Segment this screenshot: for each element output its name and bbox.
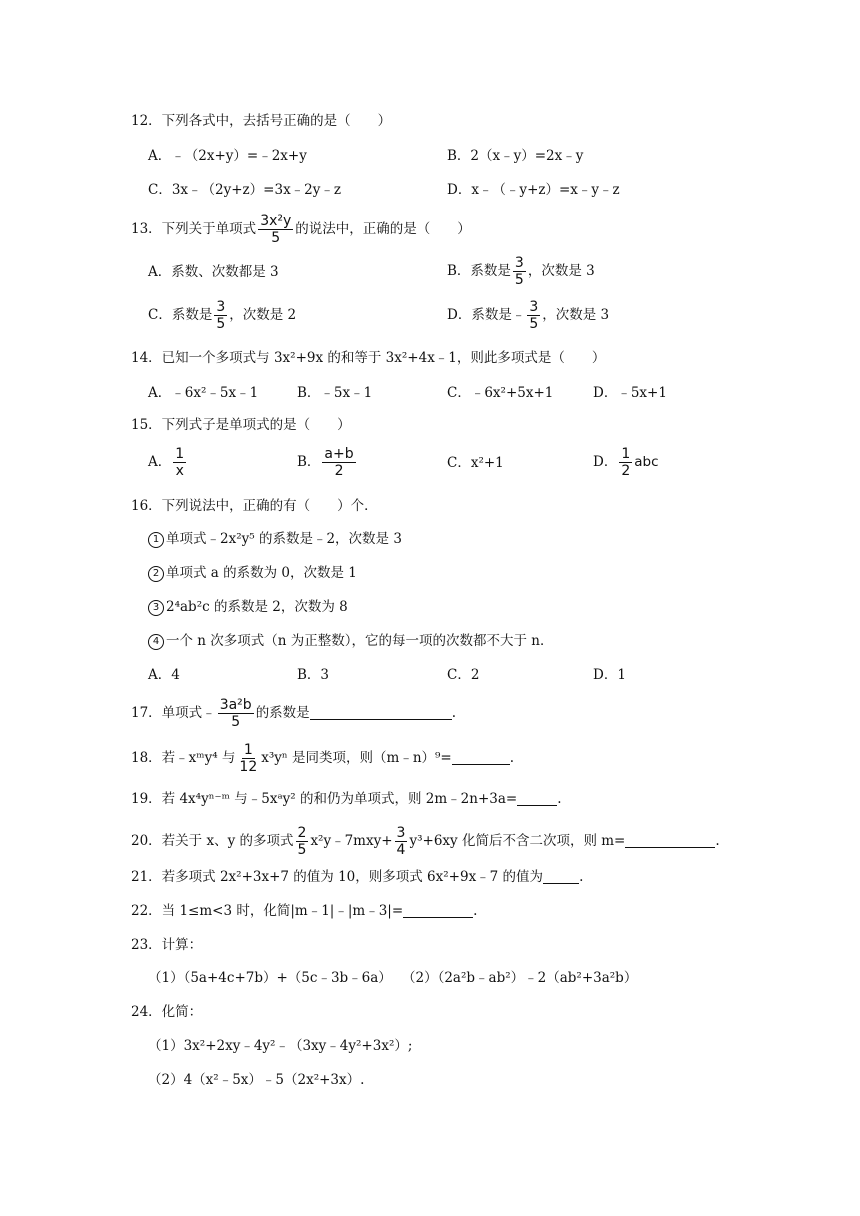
q13-stem-pre: 13．下列关于单项式 [131, 221, 257, 237]
q18-fraction [237, 742, 259, 775]
q13-c-pre: C．系数是 [148, 307, 213, 323]
q16-statement-4-text: 一个 n 次多项式（n 为正整数），它的每一项的次数都不大于 n． [166, 633, 554, 649]
q20-pre: 20．若关于 x、y 的多项式 [131, 833, 294, 849]
q20-mid: x²y﹣7mxy+ [310, 833, 393, 849]
q20-num-1: 2 [297, 825, 307, 841]
q15-d-num: 1 [621, 446, 631, 462]
q16-circle-3: 3 [148, 600, 164, 616]
q18-den: 12 [239, 759, 258, 775]
q22-text: 22．当 1≤m<3 时，化简|m﹣1|﹣|m﹣3|= [131, 903, 404, 919]
q21-text: 21．若多项式 2x²+3x+7 的值为 10，则多项式 6x²+9x﹣7 的值为 [131, 869, 544, 885]
q16-statement-1 [148, 530, 402, 548]
q13-b-pre: B．系数是 [447, 263, 511, 279]
q18-num: 1 [243, 742, 253, 758]
q15-b-label: B． [297, 454, 321, 470]
q13-c-post: ，次数是 2 [229, 307, 297, 323]
q13-d-num: 3 [529, 299, 539, 315]
q21-answer-blank[interactable] [543, 869, 579, 884]
q16-statement-2-text: 单项式 a 的系数为 0，次数是 1 [166, 565, 357, 581]
q13-stem-post: 的说法中，正确的是（ ） [295, 221, 471, 237]
q13-b-fraction [513, 255, 526, 288]
q16-statement-4 [148, 632, 554, 650]
question-24: 24．化简： [131, 1004, 203, 1020]
q19-text: 19．若 4x⁴yⁿ⁻ᵐ 与﹣5xᵃy² 的和仍为单项式，则 2m﹣2n+3a= [131, 791, 518, 807]
q15-a-fraction [173, 446, 186, 479]
q13-d-fraction [527, 299, 540, 332]
q15-d-den: 2 [621, 463, 631, 479]
q15-option-d [593, 446, 659, 479]
q13-b-num: 3 [514, 255, 524, 271]
q13-fraction [258, 213, 293, 246]
q20-num-2: 3 [396, 825, 406, 841]
q16-statement-3-text: 2⁴ab²c 的系数是 2，次数为 8 [166, 599, 348, 615]
q13-option-b [447, 255, 595, 288]
question-15: 15．下列式子是单项式的是（ ） [131, 417, 351, 433]
q13-option-c [148, 299, 296, 332]
q13-option-d [447, 299, 609, 332]
q16-option-d: D．1 [593, 667, 626, 683]
q15-d-label: D． [593, 454, 618, 470]
q17-num: 3a²b [219, 697, 252, 713]
question-12: 12．下列各式中，去括号正确的是（ ） [131, 113, 392, 129]
q13-d-pre: D．系数是﹣ [447, 307, 526, 323]
q14-option-a: A．﹣6x²﹣5x﹣1 [148, 385, 259, 401]
q12-option-b: B．2（x﹣y）=2x﹣y [447, 148, 584, 164]
q16-circle-1: 1 [148, 532, 164, 548]
q13-c-den: 5 [216, 316, 226, 332]
q16-statement-1-text: 单项式﹣2x²y⁵ 的系数是﹣2，次数是 3 [166, 531, 402, 547]
q16-option-c: C．2 [447, 667, 480, 683]
q16-option-b: B．3 [297, 667, 330, 683]
q17-post: 的系数是 [255, 705, 310, 721]
q16-statement-2 [148, 564, 357, 582]
question-18: 18．若﹣xᵐy⁴ 与 $\frac{1}{12}$ x³yⁿ 是同类项，则（m﹣n）⁹= . [131, 742, 515, 775]
q20-den-1: 5 [297, 842, 307, 858]
q15-d-fraction [619, 446, 632, 479]
question-19: 19．若 4x⁴yⁿ⁻ᵐ 与﹣5xᵃy² 的和仍为单项式，则 2m﹣2n+3a= . [131, 791, 562, 807]
q18-answer-blank[interactable] [452, 750, 510, 765]
q13-fraction-num: 3x²y [260, 213, 292, 229]
question-16: 16．下列说法中，正确的有（ ）个． [131, 498, 378, 514]
q18-post: x³yⁿ 是同类项，则（m﹣n）⁹= [261, 750, 452, 766]
q20-post: y³+6xy 化简后不含二次项，则 m= [409, 833, 626, 849]
q15-a-den: x [175, 463, 184, 479]
q12-option-c: C．3x﹣（2y+z）=3x﹣2y﹣z [148, 182, 342, 198]
q13-d-post: ，次数是 3 [542, 307, 610, 323]
question-20: 20．若关于 x、y 的多项式 $\frac{2}{5}$ x²y﹣7mxy+ $\frac{3}{4}$ y³+6xy 化简后不含二次项，则 m= . [131, 825, 720, 858]
q13-b-post: ，次数是 3 [527, 263, 595, 279]
q13-option-a: A．系数、次数都是 3 [148, 264, 279, 280]
q15-option-a [148, 446, 188, 479]
q12-option-a: A．﹣（2x+y）=﹣2x+y [148, 148, 307, 164]
q24-part-1: （1）3x²+2xy﹣4y²﹣（3xy﹣4y²+3x²）; [148, 1038, 413, 1054]
q20-fraction-1 [296, 825, 309, 858]
q15-d-post: abc [634, 454, 659, 470]
q15-b-den: 2 [334, 463, 344, 479]
q13-d-den: 5 [529, 316, 539, 332]
q20-answer-blank[interactable] [625, 833, 715, 848]
q14-option-b: B．﹣5x﹣1 [297, 385, 373, 401]
q14-option-d: D．﹣5x+1 [593, 385, 667, 401]
q15-b-fraction [322, 446, 355, 479]
q15-a-label: A． [148, 454, 172, 470]
q23-part-2: （2）（2a²b﹣ab²）﹣2（ab²+3a²b） [402, 970, 638, 986]
question-22: 22．当 1≤m<3 时，化简|m﹣1|﹣|m﹣3|= . [131, 903, 478, 919]
q24-part-2: （2）4（x²﹣5x）﹣5（2x²+3x）. [148, 1072, 365, 1088]
q12-option-d: D．x﹣（﹣y+z）=x﹣y﹣z [447, 182, 620, 198]
q13-fraction-den: 5 [271, 230, 281, 246]
q13-c-num: 3 [216, 299, 226, 315]
q14-option-c: C．﹣6x²+5x+1 [447, 385, 554, 401]
q20-den-2: 4 [396, 842, 406, 858]
q13-c-fraction [214, 299, 227, 332]
q16-option-a: A．4 [148, 667, 180, 683]
q20-fraction-2 [395, 825, 408, 858]
q16-circle-2: 2 [148, 566, 164, 582]
question-17: 17．单项式﹣ $\frac{\text{3a²b}}{5}$ 的系数是 . [131, 697, 456, 730]
q16-statement-3 [148, 598, 348, 616]
q17-answer-blank[interactable] [310, 705, 452, 720]
q19-answer-blank[interactable] [517, 791, 557, 806]
question-23: 23．计算： [131, 937, 203, 953]
q15-a-num: 1 [175, 446, 185, 462]
q15-b-num: a+b [324, 446, 354, 462]
q23-part-1: （1）（5a+4c+7b）+（5c﹣3b﹣6a） [148, 970, 392, 986]
question-13 [131, 213, 471, 246]
question-21: 21．若多项式 2x²+3x+7 的值为 10，则多项式 6x²+9x﹣7 的值为 . [131, 869, 584, 885]
q13-b-den: 5 [514, 272, 524, 288]
q18-pre: 18．若﹣xᵐy⁴ 与 [131, 750, 236, 766]
question-14: 14．已知一个多项式与 3x²+9x 的和等于 3x²+4x﹣1，则此多项式是（ ） [131, 350, 606, 366]
q16-circle-4: 4 [148, 634, 164, 650]
q15-option-c: C．x²+1 [447, 455, 504, 471]
q17-pre: 17．单项式﹣ [131, 705, 216, 721]
q15-option-b [297, 446, 358, 479]
q22-answer-blank[interactable] [403, 903, 473, 918]
q17-fraction [218, 697, 254, 730]
q17-den: 5 [231, 714, 241, 730]
